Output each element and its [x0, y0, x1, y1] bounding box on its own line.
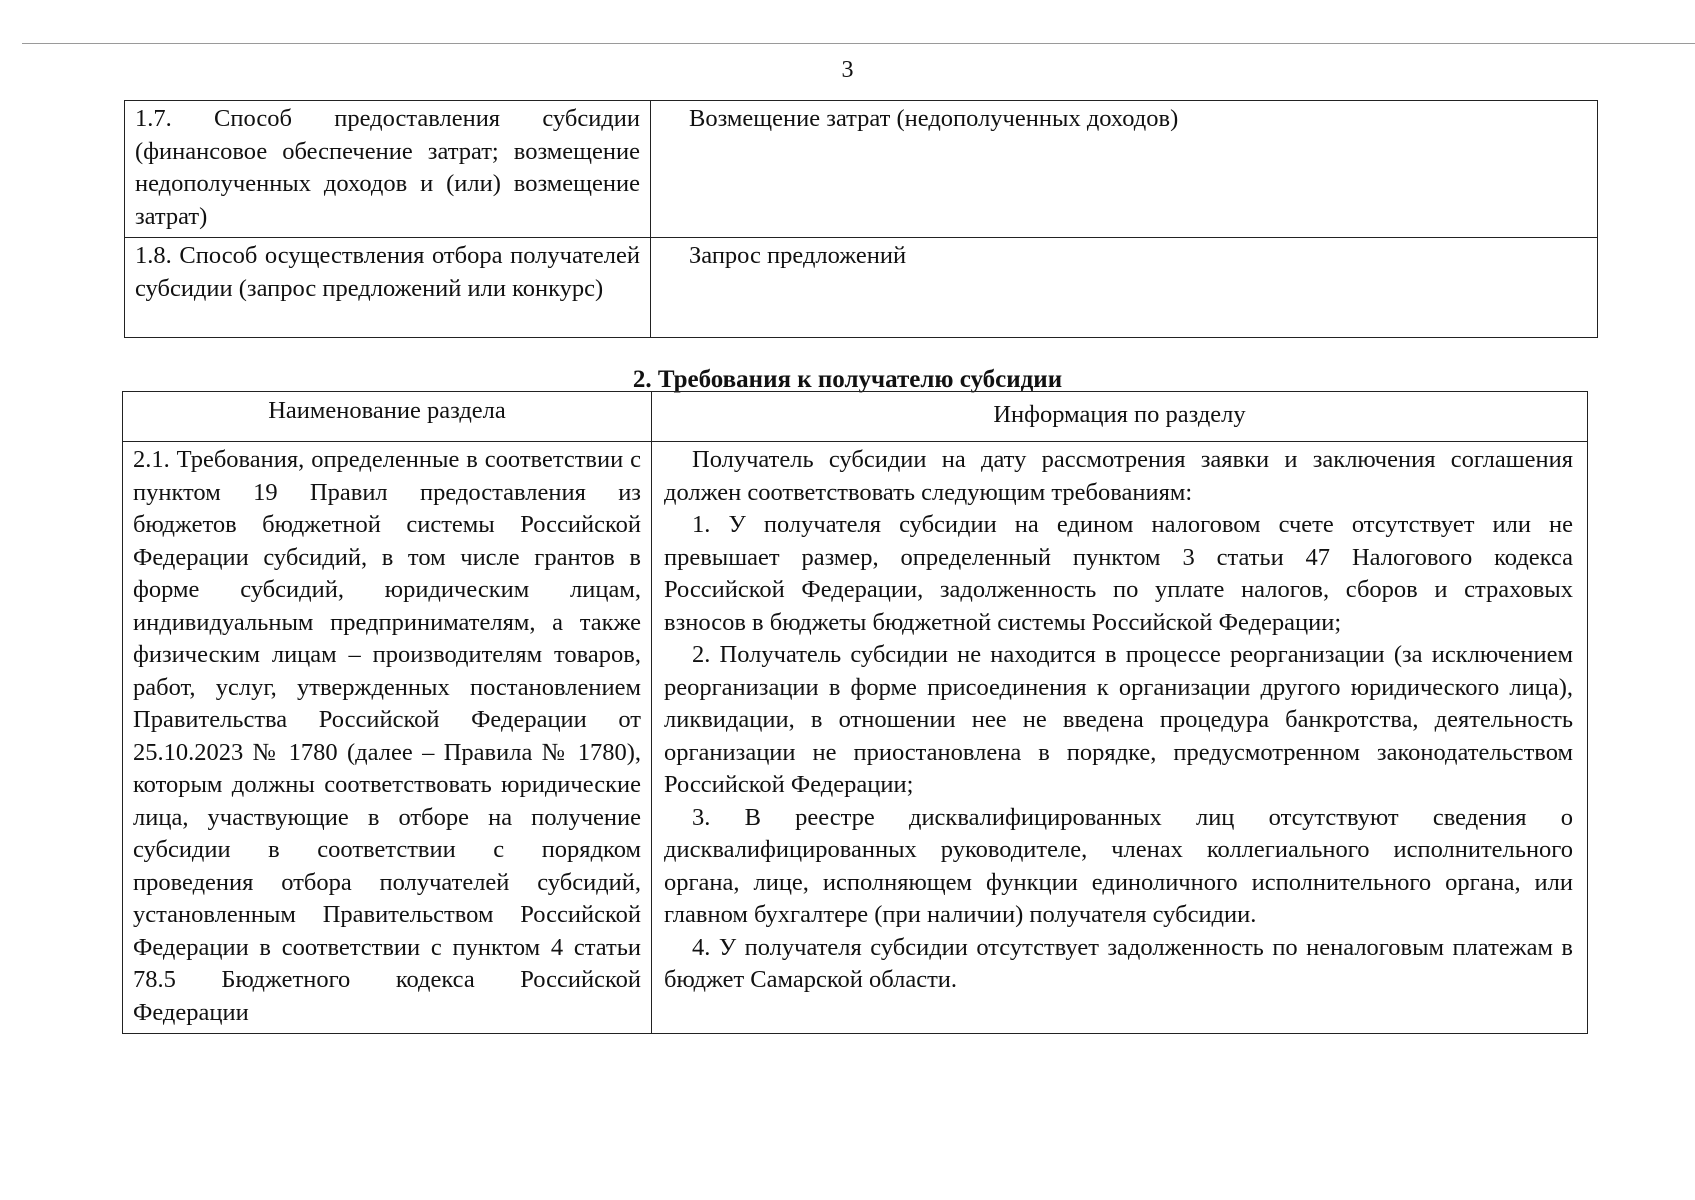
column-header-section-name: Наименование раздела	[123, 392, 652, 442]
row-label-2-1: 2.1. Требования, определенные в соответствии с пунктом 19 Правил предоставления из бюджетов бюджетной системы Российской Федерации субсидий, в том числе грантов в форме субсидий, юридическим лицам, индивидуальным предпринимателям, а также физическим лицам – производителям товаров, работ, услуг, утвержденных постановлением Правительства Российской Федерации от 25.10.2023 № 1780 (далее – Правила № 1780), которым должны соответствовать юридические лица, участвующие в отборе на получение субсидии в соответствии с порядком проведения отбора получателей субсидий, установленным Правительством Российской Федерации в соответствии с пунктом 4 статьи 78.5 Бюджетного кодекса Российской Федерации	[123, 442, 652, 1034]
row-value-1-8: Запрос предложений	[651, 238, 1598, 338]
table-row	[125, 101, 1598, 238]
requirement-item-3: 3. В реестре дисквалифицированных лиц отсутствуют сведения о дисквалифицированных руководителе, членах коллегиального исполнительного органа, лице, исполняющем функции единоличного исполнительного органа, или главном бухгалтере (при наличии) получателя субсидии.	[664, 803, 1573, 928]
requirement-item-4: 4. У получателя субсидии отсутствует задолженность по неналоговым платежам в бюджет Самарской области.	[664, 933, 1573, 993]
section-title: 2. Требования к получателю субсидии	[632, 366, 1063, 393]
row-value-1-7: Возмещение затрат (недополученных доходов)	[651, 101, 1598, 238]
requirement-item-2: 2. Получатель субсидии не находится в процессе реорганизации (за исключением реорганизации в форме присоединения к организации другого юридического лица), ликвидации, в отношении нее не введена процедура банкротства, деятельность организации не приостановлена в порядке, предусмотренном законодательством Российской Федерации;	[664, 641, 1573, 798]
table-row	[123, 442, 1588, 1034]
subsidy-method-table	[124, 100, 1598, 338]
row-label-1-8: 1.8. Способ осуществления отбора получателей субсидии (запрос предложений или конкурс)	[125, 238, 651, 338]
requirements-table	[122, 391, 1588, 1034]
page-number: 3	[841, 57, 854, 83]
requirements-cell	[652, 442, 1588, 1034]
column-header-section-info: Информация по разделу	[652, 392, 1588, 442]
row-label-1-7: 1.7. Способ предоставления субсидии (финансовое обеспечение затрат; возмещение недополученных доходов и (или) возмещение затрат)	[125, 101, 651, 238]
table-header-row	[123, 392, 1588, 442]
requirements-intro: Получатель субсидии на дату рассмотрения заявки и заключения соглашения должен соответствовать следующим требованиям:	[664, 446, 1573, 506]
table-row	[125, 238, 1598, 338]
requirement-item-1: 1. У получателя субсидии на едином налоговом счете отсутствует или не превышает размер, определенный пунктом 3 статьи 47 Налогового кодекса Российской Федерации, задолженность по уплате налогов, сборов и страховых взносов в бюджеты бюджетной системы Российской Федерации;	[664, 511, 1573, 636]
top-rule	[22, 43, 1695, 44]
